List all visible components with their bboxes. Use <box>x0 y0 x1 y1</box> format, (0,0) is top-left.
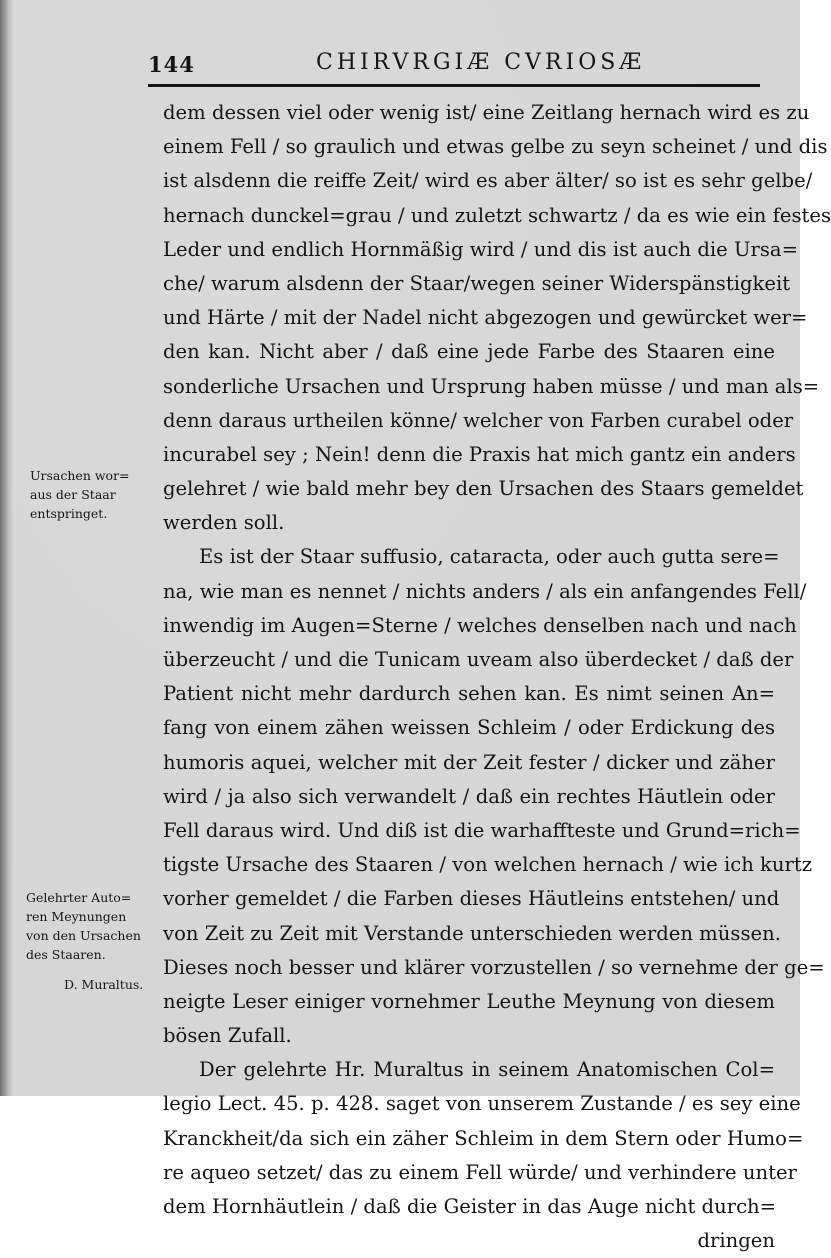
text-line: überzeucht / und die Tunicam uveam also überdecket / daß der <box>163 648 794 671</box>
text-line: dem dessen viel oder wenig ist/ eine Zeitlang hernach wird es zu <box>163 101 810 124</box>
margin-note-line: entspringet. <box>30 506 108 521</box>
text-line: gelehret / wie bald mehr bey den Ursachen des Staars gemeldet <box>163 477 804 501</box>
text-line: hernach dunckel=grau / und zuletzt schwartz / da es wie ein festes <box>163 203 831 227</box>
text-line: bösen Zufall. <box>163 1024 292 1048</box>
text-line: werden soll. <box>163 511 285 535</box>
page-header <box>148 46 768 86</box>
text-line: sonderliche Ursachen und Ursprung haben müsse / und man als= <box>163 374 820 398</box>
text-line: Leder und endlich Hornmäßig wird / und dis ist auch die Ursa= <box>163 237 799 261</box>
margin-note-line: des Staaren. <box>26 947 106 962</box>
text-line: und Härte / mit der Nadel nicht abgezogen und gewürcket wer= <box>163 306 808 330</box>
margin-note-line: ren Meynungen <box>26 909 127 924</box>
margin-note-autoren <box>26 888 162 964</box>
text-line: Fell daraus wird. Und diß ist die warhaffteste und Grund=rich= <box>163 818 801 842</box>
text-line: fang von einem zähen weissen Schleim / oder Erdickung des <box>163 716 775 740</box>
margin-note-line: Gelehrter Auto= <box>26 890 132 905</box>
text-line: den kan. Nicht aber / daß eine jede Farbe des Staaren eine <box>163 340 775 364</box>
margin-note-ursachen <box>30 466 160 523</box>
header-rule <box>148 84 760 87</box>
text-line: inwendig im Augen=Sterne / welches denselben nach und nach <box>163 613 797 637</box>
text-line: incurabel sey ; Nein! denn die Praxis hat mich gantz ein anders <box>163 442 796 466</box>
text-line: ist alsdenn die reiffe Zeit/ wird es aber älter/ so ist es sehr gelbe/ <box>163 169 813 193</box>
text-line: che/ warum alsdenn der Staar/wegen seiner Widerspänstigkeit <box>163 271 791 295</box>
text-line: von Zeit zu Zeit mit Verstande unterschieden werden müssen. <box>163 921 781 945</box>
catchword: dringen <box>697 1229 775 1253</box>
text-line: humoris aquei, welcher mit der Zeit fester / dicker und zäher <box>163 750 775 774</box>
body-text <box>163 96 831 1258</box>
page-number: 144 <box>148 52 195 77</box>
text-line: neigte Leser einiger vornehmer Leuthe Meynung von diesem <box>163 989 775 1013</box>
margin-note-line: D. Muraltus. <box>64 977 144 992</box>
text-line: Patient nicht mehr dardurch sehen kan. Es nimt seinen An= <box>163 682 775 706</box>
margin-note-line: aus der Staar <box>30 487 116 502</box>
text-line: tigste Ursache des Staaren / von welchen hernach / wie ich kurtz <box>163 853 813 877</box>
running-head: CHIRVRGIÆ CVRIOSÆ <box>316 50 646 75</box>
text-line: denn daraus urtheilen könne/ welcher von Farben curabel oder <box>163 408 794 432</box>
text-line: einem Fell / so graulich und etwas gelbe zu seyn scheinet / und dis <box>163 135 828 159</box>
text-line: na, wie man es nennet / nichts anders / als ein anfangendes Fell/ <box>163 579 807 603</box>
text-line: wird / ja also sich verwandelt / daß ein rechtes Häutlein oder <box>163 784 775 808</box>
text-line: legio Lect. 45. p. 428. saget von unserem Zustande / es sey eine <box>163 1092 801 1116</box>
text-line: vorher gemeldet / die Farben dieses Häutleins entstehen/ und <box>163 887 780 911</box>
margin-note-muraltus <box>64 975 194 994</box>
text-line: re aqueo setzet/ das zu einem Fell würde/ und verhindere unter <box>163 1160 797 1184</box>
margin-note-line: Ursachen wor= <box>30 468 130 483</box>
text-line: dem Hornhäutlein / daß die Geister in das Auge nicht durch= <box>163 1195 777 1218</box>
text-line: Kranckheit/da sich ein zäher Schleim in dem Stern oder Humo= <box>163 1126 804 1150</box>
text-line: Es ist der Staar suffusio, cataracta, oder auch gutta sere= <box>199 545 780 569</box>
margin-note-line: von den Ursachen <box>26 928 141 943</box>
page-gutter-shadow <box>0 0 14 1096</box>
text-line: Der gelehrte Hr. Muraltus in seinem Anatomischen Col= <box>199 1058 775 1082</box>
text-line: Dieses noch besser und klärer vorzustellen / so vernehme der ge= <box>163 955 825 979</box>
